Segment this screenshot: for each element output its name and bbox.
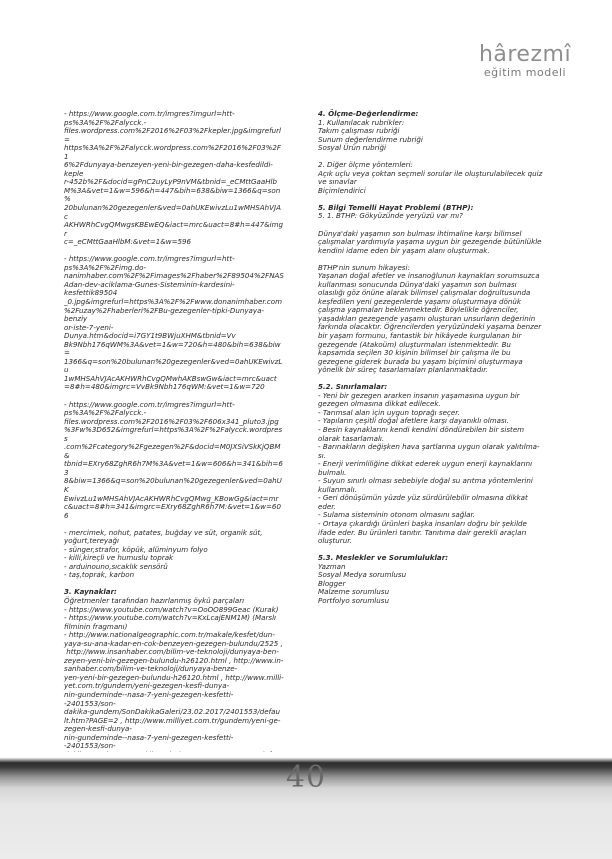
text-line: - https://www.google.com.tr/imgres?imgurl=htt- [64, 109, 235, 118]
text-line: - taş,toprak, karbon [64, 570, 135, 580]
right-paragraph [318, 554, 554, 605]
text-line: files.wordpress.com%2F2016%2F03%2F606x341_pluto3.jpg [64, 416, 279, 426]
text-line: Dünya'daki yaşamın son bulması ihtimaline karşı bilimsel [318, 228, 522, 238]
text-line: BTHP'nin sunum hikayesi: [318, 262, 410, 272]
text-line: - Geri dönüşümün yüzde yüz sürdürülebilir olmasına dikkat [318, 493, 528, 503]
text-line: 1wMHSAhVJAcAKHWRhCvgQMwhAKBswGw&iact=mrc&uact [64, 373, 277, 383]
text-line: - Ortaya çıkardığı ürünleri başka insanları doğru bir şekilde [318, 519, 527, 529]
text-line: 1. Kullanılacak rubrikler: [318, 117, 405, 127]
text-line: Bk9Nbh176qWM%3A&vet=1&w=720&h=480&bih=638&biw= [64, 339, 281, 358]
text-line: eder. [318, 501, 336, 511]
text-line: ps%3A%2F%2Falycck.- [64, 117, 147, 127]
section-heading: 4. Ölçme-Değerlendirme: [318, 109, 419, 118]
text-line: - https://www.youtube.com/watch?v=OoOO899Geac (Kurak) [64, 604, 279, 614]
text-line: - https://www.youtube.com/watch?v=KxLcajENM1M) (Marslı [64, 613, 277, 623]
logo-subtitle: eğitim modeli [483, 66, 567, 79]
section-heading: 3. Kaynaklar: [64, 587, 117, 597]
text-line: Öğretmenler tarafından hazırlanmış öykü parçaları [64, 595, 245, 605]
text-line: gezegen olmasına dikkat edilecek. [318, 399, 441, 409]
section-heading: 5. Bilgi Temelli Hayat Problemi (BTHP): [318, 202, 474, 212]
text-line: M%3A&vet=1&w=596&h=447&bih=638&biw=1366&q=son% [64, 185, 281, 204]
text-line: yet.com.tr/gundem/yeni-gezegen-kesfi-dunya- [64, 681, 230, 691]
text-line: Sunum değerlendirme rubriği [318, 134, 423, 144]
left-paragraph [64, 255, 284, 392]
text-line: 5. 1. BTHP: Gökyüzünde yeryüzü var mı? [318, 211, 463, 221]
text-line: çalışma yapmaları beklenmektedir. Böylelikle öğrenciler, [318, 305, 519, 315]
text-line: - https://www.google.com.tr/imgres?imgurl=htt- [64, 254, 235, 264]
right-paragraph [318, 204, 554, 221]
right-paragraph [318, 230, 554, 256]
text-line: EwivzLu1wMHSAhVJAcAKHWRhCvgQMwg_KBowGg&iact=mr [64, 493, 279, 503]
text-line: 20bulunan%20gezegenler&ved=0ahUKEwivzLu1wMHSAhVJAc [64, 203, 281, 221]
text-line: gezegende (Atakoüm) oluşturmaları istenmektedir. Bu [318, 339, 511, 349]
text-line: olarak tasarlamalı. [318, 433, 385, 443]
right-paragraph [318, 161, 554, 195]
text-line: gezegene giderek burada bu yaşam biçimini oluşturmaya [318, 356, 523, 366]
text-line: - Yapıların çeşitli doğal afetlere karşı dayanıklı olması. [318, 416, 509, 426]
text-line: %3Fw%3D652&imgrefurl=https%3A%2F%2Falycck.wordpress [64, 425, 283, 443]
right-paragraph [318, 264, 554, 375]
text-line: Takım çalışması rubriği [318, 126, 400, 136]
text-line: lt.htm?PAGE=2 , http://www.milliyet.com.tr/gundem/yeni-ge- [64, 715, 281, 725]
logo-title: hârezmî [478, 42, 572, 67]
text-line: r-452b%2F&docid=gPnC2uyLyP9nVM&tbnid=_eCMttGaaHlb [64, 177, 278, 187]
text-line: Biçimlendirici [318, 185, 366, 195]
text-line: AKHWRhCvgQMwgsKBEwEQ&iact=mrc&uact=8#h=447&imgr [64, 220, 284, 238]
text-line: olasılığı göz önüne alarak bilimsel çalışmalar doğrultusunda [318, 288, 531, 298]
section-heading: 5.3. Meslekler ve Sorumluluklar: [318, 553, 449, 563]
text-line: nin-gundeminde--nasa-7-yeni-gezegen-kesfetti--2401553/son- [64, 690, 234, 708]
text-line: - mercimek, nohut, patates, buğday ve süt, organik süt, [64, 527, 263, 537]
text-line: - Enerji verimliliğine dikkat ederek uygun enerji kaynaklarını [318, 459, 533, 469]
left-paragraph [64, 401, 284, 521]
text-line: bir yaşam formunu, fantastik bir hikâyede kurgulanan bir [318, 331, 522, 341]
text-line: nanimhaber.com%2F%2Fimages%2Fhaber%2F89504%2FNAS [64, 271, 284, 281]
text-line: farkında olacaktır. Öğrencilerden yeryüzündeki yaşama benzer [318, 322, 542, 332]
text-line: sı. [318, 450, 326, 460]
text-line: https%3A%2F%2Falycck.wordpress.com%2F2016%2F03%2F1 [64, 143, 281, 161]
left-paragraph [64, 529, 284, 580]
text-line: Yazman [318, 561, 346, 571]
text-line: yoğurt,tereyağı [64, 536, 119, 546]
text-line: ps%3A%2F%2Fimg.do- [64, 262, 147, 272]
text-line: sanhaber.com/bilim-ve-teknoloji/dunyaya-benze- [64, 664, 238, 674]
text-line: zeyen-yeni-bir-gezegen-bulundu-h26120.html , http://www.in- [64, 655, 284, 665]
harezmi-logo [470, 44, 580, 79]
text-line: zegen-kesfi-dunya- [64, 724, 132, 734]
text-line: çalışmalar yardımıyla yaşama uygun bir gezegende bütünlükle [318, 237, 542, 247]
text-line: Yaşanan doğal afetler ve insanoğlunun kaynakları sorumsuzca [318, 271, 540, 281]
text-line: or-iste-7-yeni-Dunya.htm&docid=i7GY1t9BWjuXHM&tbnid=Vv [64, 322, 236, 341]
text-line: Malzeme sorumlusu [318, 587, 390, 597]
left-paragraph [64, 110, 284, 247]
section-heading: 5.2. Sınırlamalar: [318, 382, 388, 392]
text-line: 8&biw=1366&q=son%20bulunan%20gezegenler&ved=0ahUK [64, 476, 282, 494]
text-line: =8#h=480&imgrc=VvBk9Nbh176qWM:&vet=1&w=720 [64, 382, 265, 392]
text-line: ps%3A%2F%2Falycck.- [64, 408, 147, 418]
text-line: kullanmalı. [318, 484, 357, 494]
text-line: - sünger,strafor, köpük, alüminyum folyo [64, 544, 208, 554]
text-line: _0.jpg&imgrefurl=https%3A%2F%2Fwww.donanimhaber.com [64, 296, 282, 306]
right-column [318, 110, 554, 614]
text-line: - arduinouno,sıcaklık sensörü [64, 561, 168, 571]
text-line: - Sulama sisteminin otonom olmasını sağlar. [318, 510, 476, 520]
page-number: 40 [285, 760, 327, 795]
text-line: yen-yeni-bir-gezegen-bulundu-h26120.html , http://www.milli- [64, 672, 284, 682]
text-line: keşfedilen yeni gezegenlerde yaşamı oluşturmaya dönük [318, 296, 521, 306]
text-line: - Suyun sınırlı olması sebebiyle doğal su arıtma yöntemlerini [318, 476, 533, 486]
right-paragraph [318, 383, 554, 545]
text-line: c&uact=8#h=341&imgrc=EXry68ZghR6h7M:&vet=1&w=606 [64, 502, 281, 520]
text-line: 6%2Fdunyaya-benzeyen-yeni-bir-gezegen-daha-kesfedildi-keple [64, 160, 273, 178]
text-line: - https://www.google.com.tr/imgres?imgurl=htt- [64, 399, 235, 409]
text-line: 2. Diğer ölçme yöntemleri: [318, 160, 413, 170]
text-line: yönelik bir süreç tasarlamaları planlanmaktadır. [318, 365, 488, 375]
text-line: ve sınavlar [318, 177, 357, 187]
text-line: Blogger [318, 578, 346, 588]
text-line: nin-gundeminde--nasa-7-yeni-gezegen-kesfetti--2401553/son- [64, 732, 234, 751]
text-line: - Yeni bir gezegen ararken insanın yaşamasına uygun bir [318, 390, 520, 400]
text-line: 1366&q=son%20bulunan%20gezegenler&ved=0ahUKEwivzLu [64, 356, 283, 375]
text-line: files.wordpress.com%2F2016%2F03%2Fkepler.jpg&imgrefurl= [64, 126, 281, 144]
text-line: yaya-su-ana-kadar-en-cok-benzeyen-gezegen-bulundu/2525 , [64, 638, 283, 648]
text-line: kapsamda seçilen 30 kişinin bilimsel bir çalışma ile bu [318, 348, 511, 358]
text-line: http://www.insanhaber.com/bilim-ve-teknoloji/dunyaya-ben- [64, 647, 279, 657]
text-line: Adan-dev-aciklama-Gunes-Sisteminin-kardesini-kesfettik89504 [64, 279, 235, 298]
text-line: Portfolyo sorumlusu [318, 595, 389, 605]
text-line: c=_eCMttGaaHlbM:&vet=1&w=596 [64, 237, 192, 247]
text-line: Sosyal Medya sorumlusu [318, 570, 407, 580]
text-line: Açık uçlu veya çoktan seçmeli sorular ile oluşturulabilecek quiz [318, 168, 543, 178]
right-paragraph [318, 110, 554, 153]
text-line: Sosyal Ürün rubriği [318, 143, 386, 153]
text-line: - Besin kaynaklarını kendi kendini döndürebilen bir sistem [318, 425, 525, 434]
text-line: %2Fuzay%2Fhaberleri%2FBu-gezegenler-tipki-Dunyaya-benziy [64, 305, 264, 324]
text-line: .com%2Fcategory%2Fgezegen%2F&docid=M0JXSiVSkKjQBM& [64, 442, 281, 460]
left-column [64, 110, 284, 836]
text-line: kullanması sonucunda Dünya'daki yaşamın son bulması [318, 279, 517, 289]
text-line: filminin fragmanı) [64, 621, 128, 631]
text-line: - Tarımsal alan için uygun toprağı seçer. [318, 407, 460, 417]
text-line: - killi,kireçli ve humuslu toprak [64, 553, 174, 563]
text-line: tbnid=EXry68ZghR6h7M%3A&vet=1&w=606&h=341&bih=63 [64, 459, 283, 477]
text-line: oluşturur. [318, 536, 352, 546]
text-line: - Barınakların değişken hava şartlarına uygun olarak yalıtılma- [318, 442, 540, 452]
text-line: bulmalı. [318, 467, 347, 477]
text-line: yaşadıkları gezegende yaşamı oluşturan unsurların değerinin [318, 313, 536, 323]
text-line: - http://www.nationalgeographic.com.tr/makale/kesfet/dun- [64, 630, 275, 640]
text-line: dakika-gundem/SonDakikaGaleri/23.02.2017/2401553/defau [64, 707, 280, 717]
text-line: kendini idame eden bir yaşam alanı oluşturmak. [318, 245, 490, 255]
text-line: ifade eder. Bu ürünleri tanıtır. Tanıtıma dair gerekli araçları [318, 527, 527, 537]
